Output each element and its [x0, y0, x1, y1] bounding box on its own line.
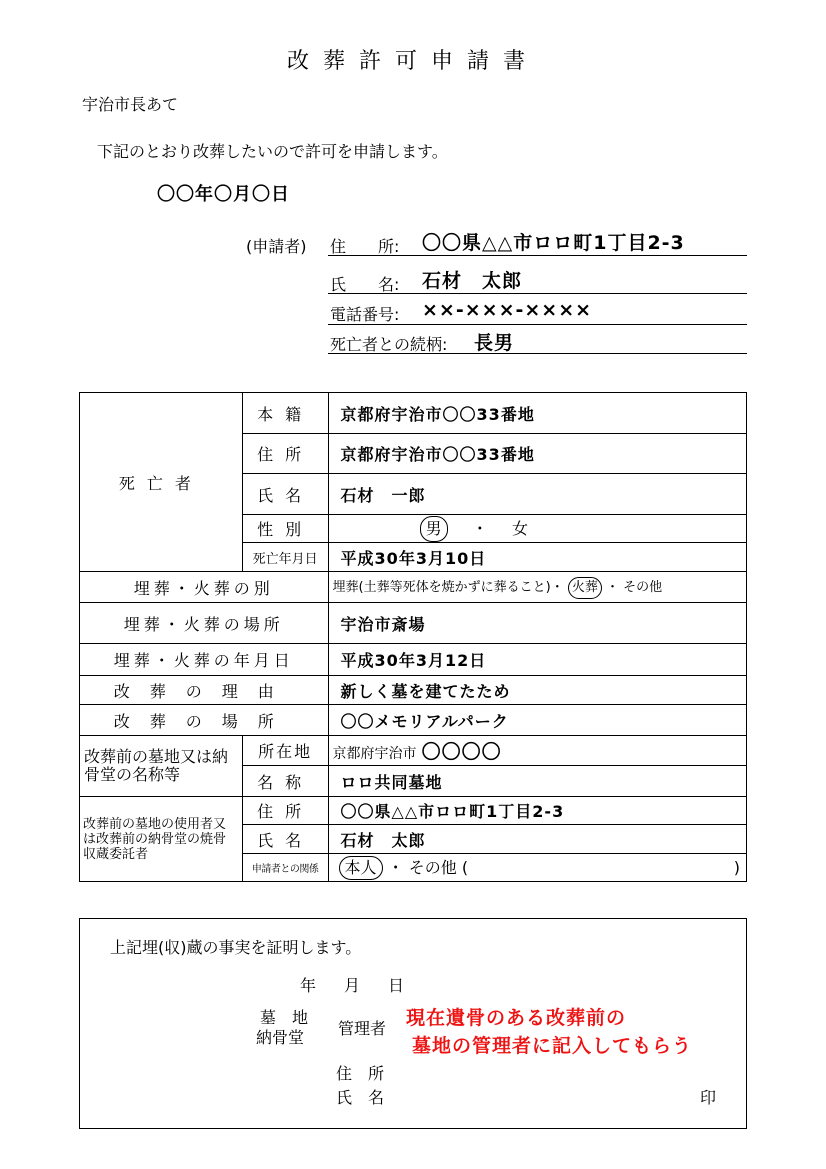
burial-type-cremation-circled: 火葬 [568, 577, 602, 599]
death-date-label: 死亡年月日 [242, 543, 328, 572]
applicant-prefix: (申請者) [246, 237, 307, 256]
burial-type-opt1: 埋葬(土葬等死体を焼かずに葬ること)・ [332, 579, 564, 595]
applicant-phone-value: ××-×××-×××× [422, 299, 593, 321]
applicant-address-label: 住 所: [330, 237, 400, 256]
location-label: 所在地 [242, 736, 328, 766]
burial-type-label: 埋葬・火葬の別 [80, 572, 329, 603]
addressee: 宇治市長あて [82, 95, 179, 114]
deceased-address-value: 京都府宇治市〇〇33番地 [328, 434, 746, 474]
certificate-statement: 上記埋(収)蔵の事実を証明します。 [110, 938, 362, 957]
red-note-line1: 現在遺骨のある改葬前の [406, 1007, 627, 1029]
user-address-value: 〇〇県△△市ロロ町1丁目2-3 [328, 797, 746, 825]
manager-label: 管理者 [338, 1019, 387, 1038]
reason-label: 改葬の理由 [80, 676, 329, 705]
applicant-name-line [328, 264, 747, 294]
user-address-label: 住所 [242, 797, 328, 825]
reburial-place-value: 〇〇メモリアルパーク [328, 705, 746, 736]
certificate-address-label: 住 所 [336, 1064, 385, 1083]
application-table [79, 392, 747, 882]
applicant-name-label: 氏 名: [330, 275, 400, 294]
certificate-box [79, 918, 747, 1129]
burial-type-cell [328, 572, 746, 603]
grave-name-label: 名称 [242, 766, 328, 797]
deceased-group-label: 死亡者 [80, 393, 243, 572]
applicant-address-value: 〇〇県△△市ロロ町1丁目2-3 [422, 232, 685, 254]
certificate-date-line: 年 月 日 [300, 976, 411, 995]
relation-close-paren: ) [733, 858, 740, 877]
burial-date-value: 平成30年3月12日 [328, 644, 746, 676]
location-value: 〇〇〇〇 [421, 741, 502, 763]
burial-date-label: 埋葬・火葬の年月日 [80, 644, 329, 676]
user-name-label: 氏名 [242, 825, 328, 854]
page-title: 改葬許可申請書 [286, 49, 539, 74]
prev-grave-group-label: 改葬前の墓地又は納骨堂の名称等 [80, 736, 243, 797]
sex-male-circled: 男 [420, 516, 448, 542]
burial-type-other: ・ その他 [606, 579, 663, 595]
sex-cell [328, 515, 746, 543]
honseki-label: 本籍 [242, 393, 328, 434]
deceased-name-value: 石材 一郎 [328, 474, 746, 515]
relation-self-circled: 本人 [339, 856, 383, 880]
sex-separator: ・ [471, 518, 488, 538]
sex-female: 女 [512, 518, 529, 538]
ossuary-label: 納骨堂 [256, 1028, 305, 1047]
relation-label: 申請者との関係 [242, 854, 328, 882]
death-date-value: 平成30年3月10日 [328, 543, 746, 572]
seal-mark: 印 [700, 1088, 717, 1107]
reason-value: 新しく墓を建てたため [328, 676, 746, 705]
location-cell [328, 736, 746, 766]
applicant-phone-label: 電話番号: [330, 305, 400, 324]
relation-cell [328, 854, 746, 882]
deceased-address-label: 住所 [242, 434, 328, 474]
honseki-value: 京都府宇治市〇〇33番地 [328, 393, 746, 434]
burial-place-label: 埋葬・火葬の場所 [80, 603, 329, 644]
applicant-address-line [328, 228, 747, 256]
application-date: 〇〇年〇月〇日 [157, 184, 290, 205]
deceased-name-label: 氏名 [242, 474, 328, 515]
applicant-relation-value: 長男 [474, 332, 515, 354]
reburial-place-label: 改葬の場所 [80, 705, 329, 736]
applicant-relation-label: 死亡者との続柄: [330, 335, 448, 354]
intro-text: 下記のとおり改葬したいので許可を申請します。 [97, 142, 448, 161]
red-note-line2: 墓地の管理者に記入してもらう [412, 1035, 693, 1057]
user-group-label: 改葬前の墓地の使用者又は改葬前の納骨堂の焼骨収蔵委託者 [80, 797, 243, 882]
user-name-value: 石材 太郎 [328, 825, 746, 854]
applicant-phone-line [328, 298, 747, 325]
location-prefix: 京都府宇治市 [332, 746, 417, 762]
grave-name-value: ロロ共同墓地 [328, 766, 746, 797]
applicant-name-value: 石材 太郎 [422, 270, 523, 292]
sex-label: 性別 [242, 515, 328, 543]
certificate-name-label: 氏 名 [336, 1088, 385, 1107]
applicant-relation-line [328, 328, 747, 354]
burial-place-value: 宇治市斎場 [328, 603, 746, 644]
grave-label: 墓 地 [260, 1008, 309, 1027]
relation-other: ・ その他 ( [387, 858, 469, 877]
